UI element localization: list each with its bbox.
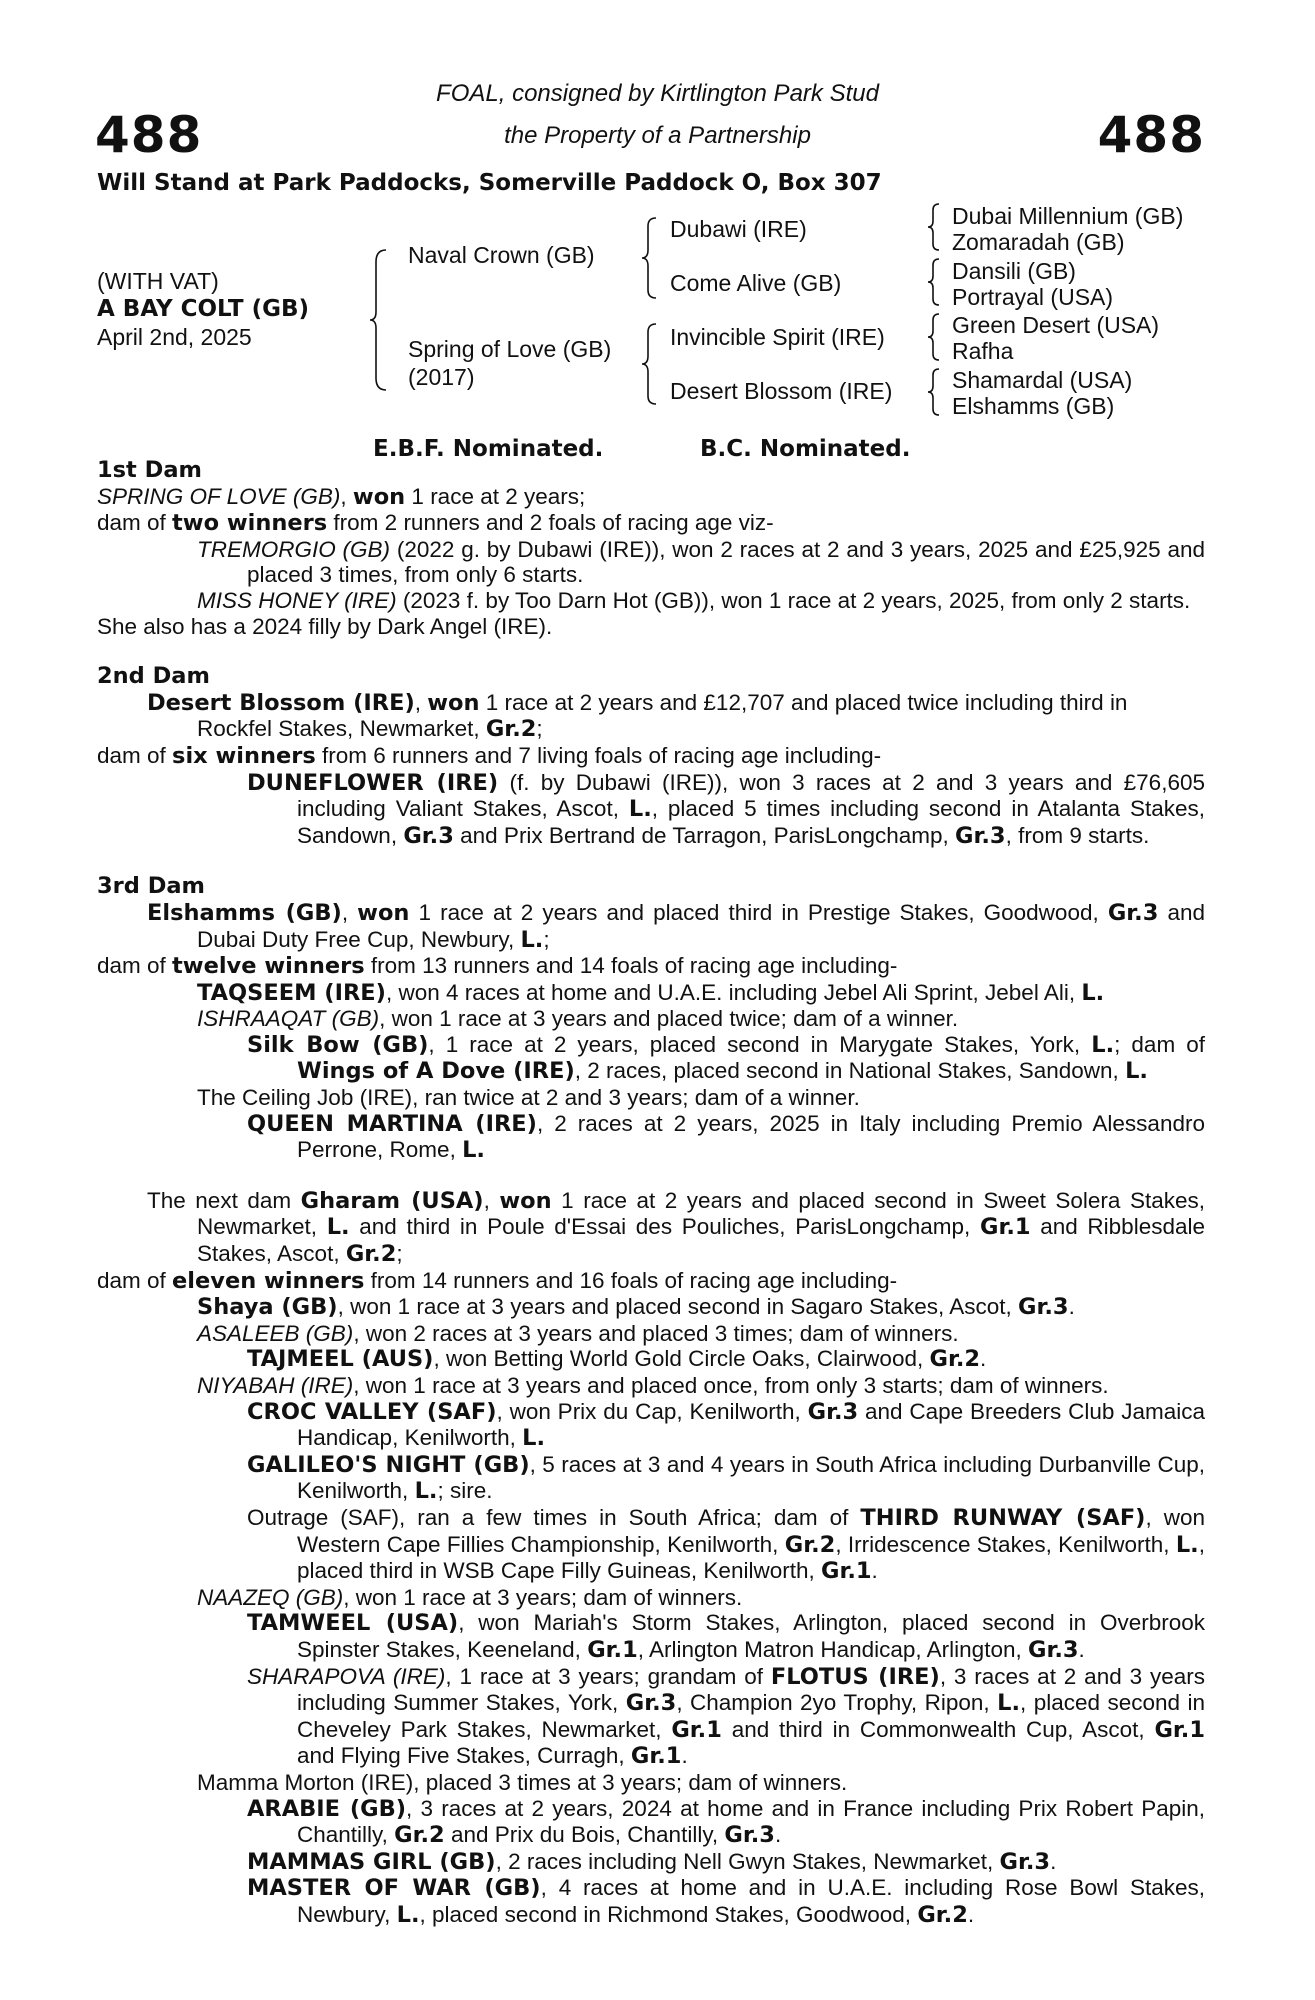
first-dam-name: SPRING OF LOVE (GB) xyxy=(97,483,341,509)
pedigree-bracket-main xyxy=(368,248,392,392)
pedigree-body xyxy=(97,458,1205,1928)
first-dam-foal-2: MISS HONEY (IRE) (2023 f. by Too Darn Hot (GB)), won 1 race at 2 years, 2025, from only 2 starts. xyxy=(197,587,1191,613)
pedigree-g6: Rafha xyxy=(952,338,1014,364)
lot-number-right: 488 xyxy=(1097,106,1205,164)
second-dam-foal-1: DUNEFLOWER (IRE) (f. by Dubawi (IRE)), won 3 races at 2 and 3 years and £76,605 including Valiant Stakes, Ascot, L., placed 5 times including second in Atalanta Stakes, Sandown, Gr.3 and Prix Bertrand de Tarragon, ParisLongchamp, Gr.3, from 9 starts. xyxy=(247,769,1205,849)
bc-nomination: B.C. Nominated. xyxy=(700,436,911,462)
pedigree-g1: Dubai Millennium (GB) xyxy=(952,203,1184,229)
next-dam-foal-3: NIYABAH (IRE), won 1 race at 3 years and placed once, from only 3 starts; dam of winners. xyxy=(197,1373,1109,1398)
third-dam-grandfoal-2: QUEEN MARTINA (IRE), 2 races at 2 years, 2025 in Italy including Premio Alessandro Perrone, Rome, L. xyxy=(247,1110,1205,1164)
consignor-line: FOAL, consigned by Kirtlington Park Stud xyxy=(436,80,879,107)
next-dam-grandfoal-4: Outrage (SAF), ran a few times in South Africa; dam of THIRD RUNWAY (SAF), won Western Cape Fillies Championship, Kenilworth, Gr.2, Irridescence Stakes, Kenilworth, L., placed third in WSB Cape Filly Guineas, Kenilworth, Gr.1. xyxy=(247,1504,1206,1585)
pedigree-g3: Dansili (GB) xyxy=(952,258,1076,284)
next-dam-foal-2: ASALEEB (GB), won 2 races at 3 years and placed 3 times; dam of winners. xyxy=(197,1320,959,1346)
first-dam-also: She also has a 2024 filly by Dark Angel (IRE). xyxy=(97,613,553,639)
second-dam-produce: dam of six winners from 6 runners and 7 living foals of racing age including- xyxy=(97,742,882,769)
next-dam-grandfoal-1: TAJMEEL (AUS), won Betting World Gold Circle Oaks, Clairwood, Gr.2. xyxy=(247,1346,987,1373)
next-dam-grandfoal-2: CROC VALLEY (SAF), won Prix du Cap, Kenilworth, Gr.3 and Cape Breeders Club Jamaica Handicap, Kenilworth, L. xyxy=(247,1398,1205,1452)
pedigree-g5: Green Desert (USA) xyxy=(952,312,1160,338)
first-dam-line: SPRING OF LOVE (GB), won 1 race at 2 years; xyxy=(97,483,586,510)
first-dam-produce: dam of two winners from 2 runners and 2 foals of racing age viz- xyxy=(97,510,774,537)
next-dam-foal-4: NAAZEQ (GB), won 1 race at 3 years; dam of winners. xyxy=(197,1584,743,1610)
pedigree-bracket-g1 xyxy=(926,202,942,252)
pedigree-dam-dam: Desert Blossom (IRE) xyxy=(670,378,893,404)
third-dam-produce: dam of twelve winners from 13 runners and 14 foals of racing age including- xyxy=(97,953,898,980)
next-dam-foal-5: Mamma Morton (IRE), placed 3 times at 3 years; dam of winners. xyxy=(197,1769,848,1795)
pedigree-bracket-dam xyxy=(640,322,660,406)
second-dam-line: Desert Blossom (IRE), won 1 race at 2 years and £12,707 and placed twice including third in Rockfel Stakes, Newmarket, Gr.2; xyxy=(147,689,1128,743)
pedigree-dam: Spring of Love (GB) xyxy=(408,336,612,362)
next-dam-grandfoal-3: GALILEO'S NIGHT (GB), 5 races at 3 and 4 years in South Africa including Durbanville Cup, Kenilworth, L.; sire. xyxy=(247,1451,1205,1505)
pedigree-bracket-sire xyxy=(640,216,660,300)
next-dam-grandfoal-7: ARABIE (GB), 3 races at 2 years, 2024 at home and in France including Prix Robert Papin, Chantilly, Gr.2 and Prix du Bois, Chantilly, Gr.3. xyxy=(247,1795,1205,1849)
next-dam-grandfoal-6: SHARAPOVA (IRE), 1 race at 3 years; grandam of FLOTUS (IRE), 3 races at 2 and 3 years including Summer Stakes, York, Gr.3, Champion 2yo Trophy, Ripon, L., placed second in Cheveley Park Stakes, Newmarket, Gr.1 and third in Commonwealth Cup, Ascot, Gr.1 and Flying Five Stakes, Curragh, Gr.1. xyxy=(247,1663,1205,1770)
vendor-line: the Property of a Partnership xyxy=(504,122,811,149)
stand-location: Will Stand at Park Paddocks, Somerville Paddock O, Box 307 xyxy=(97,170,882,196)
pedigree-g4: Portrayal (USA) xyxy=(952,284,1114,310)
next-dam-produce: dam of eleven winners from 14 runners and 16 foals of racing age including- xyxy=(97,1267,898,1294)
next-dam-line: The next dam Gharam (USA), won 1 race at 2 years and placed second in Sweet Solera Stakes, Newmarket, L. and third in Poule d'Essai des Pouliches, ParisLongchamp, Gr.1 and Ribblesdale Stakes, Ascot, Gr.2; xyxy=(147,1187,1205,1268)
pedigree-sire-sire: Dubawi (IRE) xyxy=(670,216,807,242)
pedigree-dam-year: (2017) xyxy=(408,364,475,390)
pedigree-dam-sire: Invincible Spirit (IRE) xyxy=(670,324,885,350)
next-dam-foal-1: Shaya (GB), won 1 race at 3 years and placed second in Sagaro Stakes, Ascot, Gr.3. xyxy=(197,1294,1075,1321)
first-dam-foal-1: TREMORGIO (GB) (2022 g. by Dubawi (IRE)), won 2 races at 2 and 3 years, 2025 and £25,925 and placed 3 times, from only 6 starts. xyxy=(197,536,1206,588)
pedigree-bracket-g3 xyxy=(926,312,942,362)
pedigree-bracket-g2 xyxy=(926,257,942,307)
second-dam-heading: 2nd Dam xyxy=(97,663,210,690)
third-dam-foal-3: The Ceiling Job (IRE), ran twice at 2 and 3 years; dam of a winner. xyxy=(197,1085,860,1111)
pedigree-sire: Naval Crown (GB) xyxy=(408,242,595,268)
vat-note: (WITH VAT) xyxy=(97,268,219,294)
ebf-nomination: E.B.F. Nominated. xyxy=(373,436,604,462)
third-dam-line: Elshamms (GB), won 1 race at 2 years and placed third in Prestige Stakes, Goodwood, Gr.3 and Dubai Duty Free Cup, Newbury, L.; xyxy=(147,899,1205,953)
third-dam-grandfoal-1: Silk Bow (GB), 1 race at 2 years, placed second in Marygate Stakes, York, L.; dam of Wings of A Dove (IRE), 2 races, placed second in National Stakes, Sandown, L. xyxy=(247,1031,1205,1085)
pedigree-sire-dam: Come Alive (GB) xyxy=(670,270,842,296)
lot-number-left: 488 xyxy=(95,106,203,164)
pedigree-g2: Zomaradah (GB) xyxy=(952,229,1125,255)
horse-name: A BAY COLT (GB) xyxy=(97,296,310,322)
third-dam-foal-2: ISHRAAQAT (GB), won 1 race at 3 years and placed twice; dam of a winner. xyxy=(197,1006,959,1032)
third-dam-foal-1: TAQSEEM (IRE), won 4 races at home and U.A.E. including Jebel Ali Sprint, Jebel Ali, L. xyxy=(197,979,1105,1006)
foaling-date: April 2nd, 2025 xyxy=(97,324,252,350)
first-dam-heading: 1st Dam xyxy=(97,457,202,483)
next-dam-grandfoal-8: MAMMAS GIRL (GB), 2 races including Nell Gwyn Stakes, Newmarket, Gr.3. xyxy=(247,1848,1057,1875)
pedigree-g8: Elshamms (GB) xyxy=(952,393,1115,419)
next-dam-grandfoal-5: TAMWEEL (USA), won Mariah's Storm Stakes, Arlington, placed second in Overbrook Spinster Stakes, Keeneland, Gr.1, Arlington Matron Handicap, Arlington, Gr.3. xyxy=(247,1610,1206,1663)
third-dam-heading: 3rd Dam xyxy=(97,873,205,900)
pedigree-bracket-g4 xyxy=(926,367,942,417)
next-dam-grandfoal-9: MASTER OF WAR (GB), 4 races at home and in U.A.E. including Rose Bowl Stakes, Newbury, L., placed second in Richmond Stakes, Goodwood, Gr.2. xyxy=(247,1875,1206,1928)
pedigree-g7: Shamardal (USA) xyxy=(952,367,1133,393)
